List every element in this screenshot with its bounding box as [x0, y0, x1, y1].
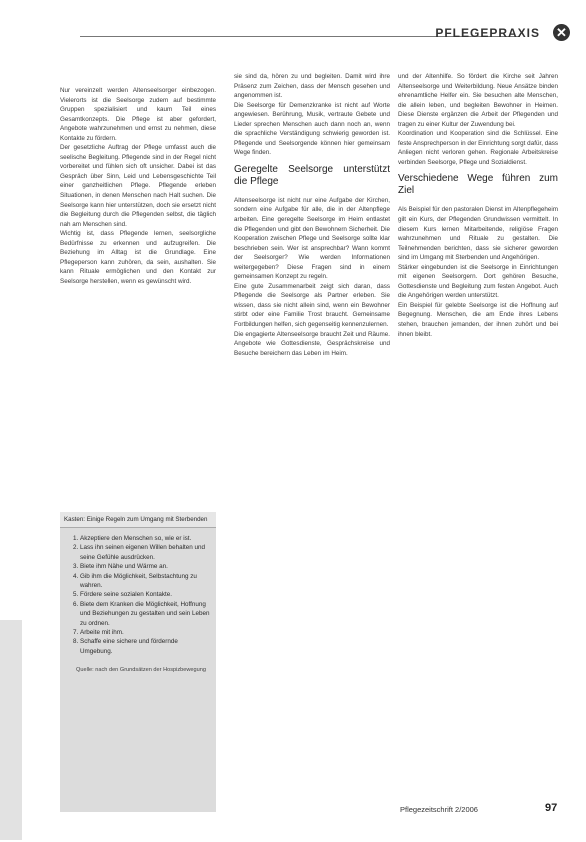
paragraph: Wichtig ist, dass Pflegende lernen, seelsorgliche Bedürfnisse zu erkennen und aufzugreifen. Die Beziehung im Alltag ist die Grundlage. Eine Pflegeperson kann zuhören, da sein, aushalten. Sie kann Rituale ermöglichen und den Kontakt zur Seelsorge herstellen, wenn es gewünscht wird. [60, 230, 216, 285]
paragraph: Der gesetzliche Auftrag der Pflege umfasst auch die seelische Begleitung. Pflegende sind in der Regel nicht vorbereitet und fühlen sich oft unsicher. Dabei ist das Gespräch über Sinn, Leid und Lebensgeschichte Teil einer ganzheitlichen Pflege. Pflegende erleben Situationen, in denen Menschen nach Halt suchen. Die Seelsorge kann hier unterstützen, doch sie ersetzt nicht die Begleitung durch die Pflegenden selbst, die täglich nah am Menschen sind. [60, 144, 216, 228]
list-item: 7. Arbeite mit ihm. [80, 628, 210, 637]
list-item: 3. Biete ihm Nähe und Wärme an. [80, 562, 210, 571]
paragraph: Altenseelsorge ist nicht nur eine Aufgabe der Kirchen, sondern eine Aufgabe für alle, die in der Altenpflege arbeiten. Eine geregelte Seelsorge im Heim entlastet die Pflegenden und gibt den Bewohnern Sicherheit. Die Kooperation zwischen Pflege und Seelsorge sollte klar beschrieben sein. Wer ist ansprechbar? Wann kommt der Seelsorger? Wie werden Informationen weitergegeben? Diese Fragen sind in einem gemeinsamen Konzept zu regeln. [234, 196, 390, 281]
rules-list [60, 534, 216, 656]
column-middle [234, 72, 390, 358]
section-title: PFLEGEPRAXIS [435, 26, 540, 40]
box-source: Quelle: nach den Grundsätzen der Hospizbewegung [76, 667, 206, 674]
column-left [60, 86, 216, 286]
page-number: 97 [545, 802, 558, 814]
section-heading: Verschiedene Wege führen zum Ziel [398, 173, 558, 197]
paragraph: und der Altenhilfe. So fördert die Kirche seit Jahren Altenseelsorge und Weiterbildung. Neue Ansätze binden ehrenamtliche Helfer ein. Sie besuchen alte Menschen, die allein leben, und begleiten Bewohner in Heimen. Diese Dienste ergänzen die Arbeit der Pflegenden und tragen zu einer Kultur der Zuwendung bei. [398, 73, 558, 128]
list-item: 6. Biete dem Kranken die Möglichkeit, Hoffnung und Beziehungen zu gestalten und sein Leben zu ordnen. [80, 600, 210, 628]
paragraph: Eine gute Zusammenarbeit zeigt sich daran, dass Pflegende die Seelsorge als Partner erleben. Sie wissen, dass sie nicht allein sind, wenn ein Bewohner stirbt oder eine Familie Trost braucht. Gemeinsame Fortbildungen helfen, sich gegenseitig kennenzulernen. [234, 282, 390, 329]
column-right [398, 72, 558, 339]
box-title: Kasten: Einige Regeln zum Umgang mit Sterbenden [60, 512, 216, 528]
list-item: 8. Schaffe eine sichere und fördernde Umgebung. [80, 637, 210, 656]
paragraph: Koordination und Kooperation sind die Schlüssel. Eine feste Ansprechperson in der Einrichtung sorgt dafür, dass Anliegen nicht verloren gehen. Regionale Arbeitskreise verbinden Seelsorge, Pflege und Sozialdienst. [398, 130, 558, 166]
paragraph: Die engagierte Altenseelsorge braucht Zeit und Räume. Angebote wie Gottesdienste, Gesprächskreise und Besuche bereichern das Leben im Heim. [234, 330, 390, 357]
list-item: 1. Akzeptiere den Menschen so, wie er ist. [80, 534, 210, 543]
paragraph: sie sind da, hören zu und begleiten. Damit wird ihre Präsenz zum Zeichen, dass der Mensch gesehen und angenommen ist. [234, 73, 390, 100]
paragraph: Stärker eingebunden ist die Seelsorge in Einrichtungen mit eigenen Seelsorgern. Dort gehören Besuche, Gottesdienste und Begleitung zum festen Angebot. Auch die Angehörigen werden unterstützt. [398, 263, 558, 300]
journal-name: Pflegezeitschrift 2/2006 [400, 805, 478, 814]
list-item: 4. Gib ihm die Möglichkeit, Selbstachtung zu wahren. [80, 572, 210, 591]
paragraph: Nur vereinzelt werden Altenseelsorger einbezogen. Vielerorts ist die Seelsorge zudem auf bestimmte Gruppen spezialisiert und kaum Teil eines Gesamtkonzepts. Die Pflege ist aber gefordert, Angebote wahrzunehmen und ernst zu nehmen, diese Kontakte zu fördern. [60, 87, 216, 142]
list-item: 2. Lass ihn seinen eigenen Willen behalten und seine Gefühle ausdrücken. [80, 543, 210, 562]
paragraph: Als Beispiel für den pastoralen Dienst im Altenpflegeheim gilt ein Kurs, der Pflegenden Grundwissen vermittelt. In diesem Kurs lernen Mitarbeitende, religiöse Fragen wahrzunehmen und Rituale zu gestalten. Die Teilnehmenden berichten, dass sie sicherer geworden sind im Umgang mit Sterbenden und Angehörigen. [398, 206, 558, 262]
info-box [60, 512, 216, 812]
section-heading: Geregelte Seelsorge unterstützt die Pflege [234, 163, 390, 187]
paragraph: Die Seelsorge für Demenzkranke ist nicht auf Worte angewiesen. Berührung, Musik, vertraute Gebete und Lieder sprechen Menschen auch dann noch an, wenn die sprachliche Verständigung schwierig geworden ist. Pflegende und Seelsorgende können hier gemeinsam Wege finden. [234, 101, 390, 157]
list-item: 5. Fördere seine sozialen Kontakte. [80, 590, 210, 599]
x-circle-icon: ✕ [553, 24, 570, 41]
paragraph: Ein Beispiel für gelebte Seelsorge ist die Hoffnung auf Begegnung. Menschen, die am Ende ihres Lebens stehen, brauchen jemanden, der ihnen zuhört und bei ihnen bleibt. [398, 301, 558, 338]
page-edge-shade [0, 620, 22, 840]
